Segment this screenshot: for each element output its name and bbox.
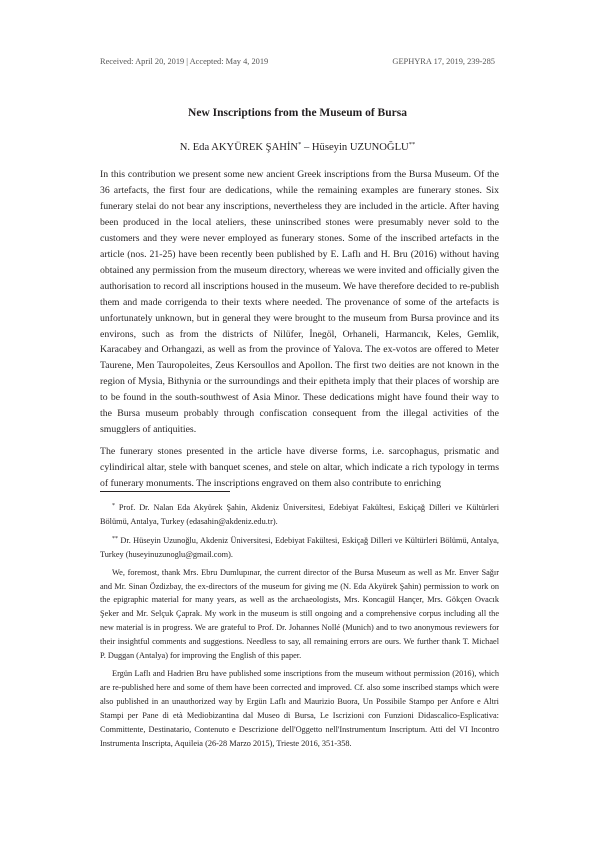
article-title: New Inscriptions from the Museum of Bursa (188, 107, 407, 119)
author-1-name: N. Eda AKYÜREK ŞAHİN (179, 142, 299, 153)
body-paragraph-1: In this contribution we present some new ancient Greek inscriptions from the Bursa Museum. Of the 36 artefacts, the first four are dedications, while the remaining examples are funerary stones. Six funerary stelai do not bear any inscriptions, nevertheless they are included in the article. After having been produced in the local ateliers, these uninscribed stones were presumably never sold to the customers and they were never employed as funerary stones. Some of the inscribed artefacts in the article (nos. 21-25) have been recently been published by E. Laflı and H. Bru (2016) without having obtained any permission from the museum directory, whereas we were invited and officially given the authorisation to record all inscriptions housed in the museum. We have therefore decided to re-publish them and made corrigenda to their texts where needed. The provenance of some of the artefacts is unfortunately unknown, but in general they were brought to the museum from Bursa province and its environs, such as from the districts of Nilüfer, İnegöl, Orhaneli, Harmancık, Keles, Gemlik, Karacabey and Orhangazi, as well as from the province of Yalova. The ex-votos are offered to Meter Taurene, Men Tauropoleites, Zeus Kersoullos and Apollon. The first two deities are not known in the region of Mysia, Bithynia or the surroundings and their epitheta imply that their places of worship are to be found in the south-southwest of Asia Minor. These dedications might have found their way to the Bursa museum probably through confiscation consequent from the illegal activities of the smugglers of antiquities. (100, 169, 499, 436)
footnotes (100, 500, 499, 754)
body-paragraph-2: The funerary stones presented in the article have diverse forms, i.e. sarcophagus, prismatic and cylindirical altar, stele with banquet scenes, and stele on altar, which indicate a rich typology in terms of funerary monuments. The inscriptions engraved on them also contribute to enriching (100, 446, 499, 490)
footnote-separator (100, 491, 230, 492)
footnote-2 (100, 533, 499, 562)
author-2-name: Hüseyin UZUNOĞLU (311, 142, 409, 153)
journal-citation: GEPHYRA 17, 2019, 239-285 (392, 57, 495, 66)
article-body (100, 167, 499, 498)
author-separator: – (301, 142, 312, 153)
footnote-2-text: Dr. Hüseyin Uzunoğlu, Akdeniz Üniversitesi, Edebiyat Fakültesi, Eskiçağ Dilleri ve Kültürleri Bölümü, Antalya, Turkey (huseyinuzunoglu@gmail.com). (100, 535, 499, 559)
author-1-footnote-marker[interactable]: * (298, 141, 302, 148)
author-line (0, 141, 595, 153)
footnote-1 (100, 500, 499, 529)
footnote-1-marker: * (112, 503, 115, 509)
received-accepted-dates: Received: April 20, 2019 | Accepted: May 4, 2019 (100, 57, 269, 66)
footnote-1-text: Prof. Dr. Nalan Eda Akyürek Şahin, Akdeniz Üniversitesi, Edebiyat Fakültesi, Eskiçağ Dilleri ve Kültürleri Bölümü, Antalya, Turkey (edasahin@akdeniz.edu.tr). (100, 503, 500, 526)
author-2-footnote-marker[interactable]: ** (408, 141, 416, 148)
running-header (100, 57, 495, 71)
footnote-2-marker: ** (112, 535, 118, 542)
footnote-3: We, foremost, thank Mrs. Ebru Dumlupınar, the current director of the Bursa Museum as well as Mr. Enver Sağır and Mr. Sinan Özdizbay, the ex-directors of the museum for giving me (N. Eda Akyürek Şahin) permission to work on the epigraphic material for many years, as well as the archaeologists, Mrs. Koncagül Hançer, Mrs. Gökçen Ovacık Şeker and Mr. Selçuk Çaprak. My work in the museum is still ongoing and a comprehensive corpus including all the new material is in progress. We are grateful to Prof. Dr. Johannes Nollé (Munich) and to two anonymous reviewers for their insightful comments and suggestions. Needless to say, all remaining errors are ours. We further thank T. Michael P. Duggan (Antalya) for improving the English of this paper. (100, 567, 499, 661)
footnote-4: Ergün Laflı and Hadrien Bru have published some inscriptions from the museum without permission (2016), which are re-published here and some of them have been corrected and improved. Cf. also some inscribed stamps which were also published in an unauthorized way by Ergün Laflı and Maurizio Buora, Un Possibile Stampo per Anfore e Altri Stampi per Pane di età Mediobizantina dal Museo di Bursa, Le Iscrizioni con Funzioni Didascalico-Esplicativa: Committente, Destinatario, Contenuto e Descrizione dell'Oggetto nell'Instrumentum Inscriptum. Atti del VI Incontro Instrumenta Inscripta, Aquileia (26-28 Marzo 2015), Trieste 2016, 351-358. (100, 668, 499, 748)
